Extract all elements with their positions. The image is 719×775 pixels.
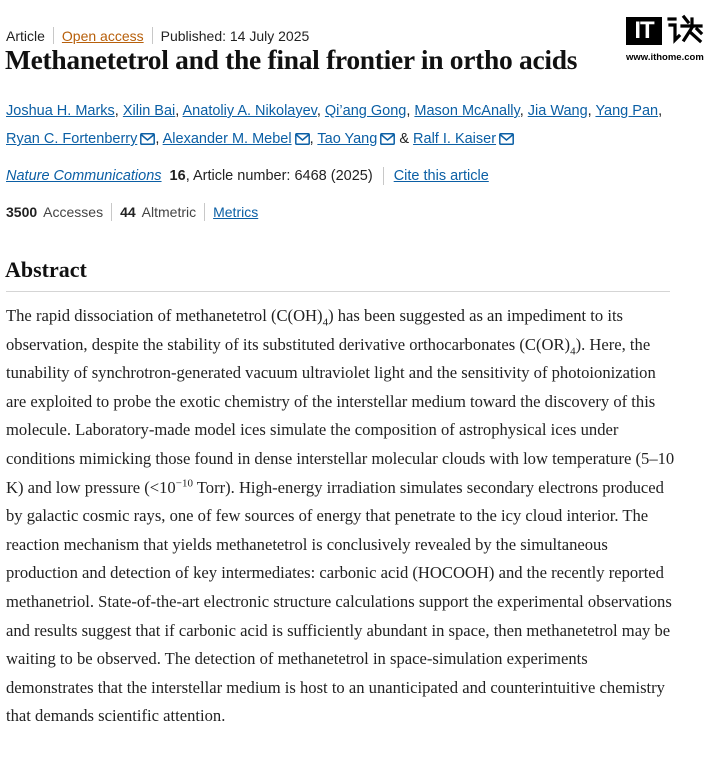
meta-divider — [53, 27, 54, 44]
abstract-part: ) has been suggested as an impediment to its observation, despite the stability of its substituted derivative orthocarbonates (C(OR) — [6, 306, 624, 354]
author-link[interactable]: Ralf I. Kaiser — [413, 131, 497, 147]
abstract-subscript: 4 — [570, 344, 576, 357]
abstract-subscript: 4 — [322, 316, 329, 329]
ithome-logo-it: IT — [626, 17, 662, 45]
ithome-logo-url: www.ithome.com — [626, 52, 704, 63]
email-icon[interactable] — [295, 127, 310, 155]
author-link[interactable]: Yang Pan — [595, 103, 659, 119]
author-link[interactable]: Ryan C. Fortenberry — [6, 131, 138, 147]
metrics-divider — [111, 203, 112, 221]
email-icon[interactable] — [499, 127, 514, 155]
author-link[interactable]: Qi’ang Gong — [324, 103, 407, 119]
author-link[interactable]: Anatoliy A. Nikolayev — [182, 103, 317, 119]
abstract-text — [6, 302, 678, 731]
ithome-logo-mark — [626, 14, 710, 48]
abstract-divider — [6, 291, 670, 292]
abstract-part: Torr). High-energy irradiation simulates secondary electrons produced by galactic cosmic rays, one of few sources of energy that penetrate to the icy cloud interior. The reaction mechanism that yields methanetetrol is conclusively revealed by the simultaneous production and detection of key intermediates: carbonic acid (HOCOOH) and the recently reported methanetriol. State-of-the-art electronic structure calculations support the experimental observations and results suggest that if carbonic acid is sufficiently abundant in space, then methanetetrol may be waiting to be observed. The detection of methanetetrol in space-simulation experiments demonstrates that the interstellar medium is host to an unanticipated and counterintuitive chemistry that demands scientific attention. — [6, 477, 672, 726]
ithome-logo — [626, 14, 710, 64]
cite-this-article-link[interactable]: Cite this article — [393, 168, 489, 184]
ithome-logo-chinese — [666, 14, 704, 49]
author-link[interactable]: Mason McAnally — [414, 103, 520, 119]
citation-line — [6, 167, 489, 185]
altmetric-count: 44 — [120, 204, 136, 220]
abstract-superscript: −10 — [175, 477, 193, 490]
metrics-divider — [204, 203, 205, 221]
accesses-count: 3500 — [6, 204, 38, 220]
abstract-heading: Abstract — [5, 257, 87, 282]
ithome-chinese-glyph-icon — [666, 14, 704, 44]
author-link[interactable]: Tao Yang — [317, 131, 378, 147]
email-icon[interactable] — [140, 127, 155, 155]
article-meta-line — [6, 27, 309, 44]
article-type-label: Article — [6, 27, 45, 44]
meta-divider — [152, 27, 153, 44]
open-access-link[interactable]: Open access — [61, 27, 144, 44]
journal-volume: 16 — [169, 168, 186, 184]
author-link[interactable]: Alexander M. Mebel — [162, 131, 292, 147]
author-link[interactable]: Jia Wang — [527, 103, 588, 119]
citation-divider — [383, 167, 384, 185]
altmetric-label: Altmetric — [141, 204, 197, 220]
article-number: , Article number: 6468 (2025) — [185, 168, 373, 184]
metrics-link[interactable]: Metrics — [213, 204, 259, 220]
abstract-part: The rapid dissociation of methanetetrol (C(OH) — [6, 306, 323, 325]
author-link[interactable]: Xilin Bai — [122, 103, 176, 119]
article-title: Methanetetrol and the final frontier in ortho acids — [5, 44, 578, 75]
journal-link[interactable]: Nature Communications — [6, 168, 162, 184]
author-separator: & — [399, 131, 410, 147]
abstract-part: ). Here, the tunability of synchrotron-generated vacuum ultraviolet light and the sensitivity of photoionization are exploited to probe the exotic chemistry of the interstellar medium toward the discovery of this molecule. Laboratory-made model ices simulate the composition of astrophysical ices under conditions mimicking those found in dense interstellar molecular clouds with low temperature (5–10 K) and low pressure (<10 — [6, 334, 675, 497]
metrics-line — [6, 203, 258, 221]
author-link[interactable]: Joshua H. Marks — [6, 103, 115, 119]
published-date: Published: 14 July 2025 — [160, 27, 310, 44]
author-list: Joshua H. Marks, Xilin Bai, Anatoliy A. Nikolayev, Qi’ang Gong, Mason McAnally, Jia Wang, Yang Pan, Ryan C. Fortenberry , Alexander M. Mebel , Tao Yang & Ralf I. Kaiser — [6, 97, 696, 155]
email-icon[interactable] — [380, 127, 395, 155]
accesses-label: Accesses — [43, 204, 104, 220]
